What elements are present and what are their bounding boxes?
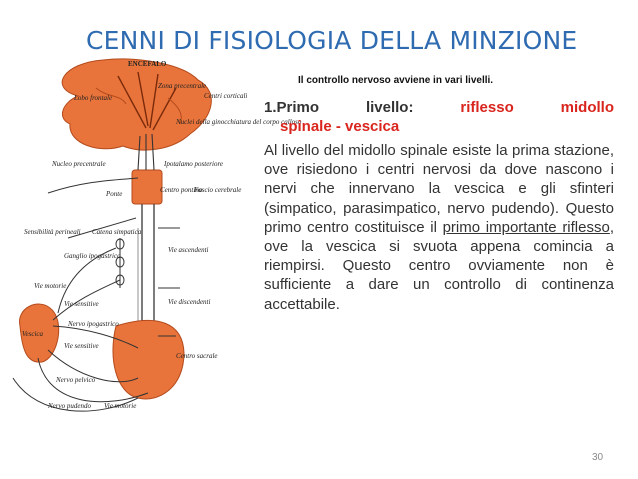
label-centro-pontino: Centro pontino	[160, 186, 203, 194]
level-red-1: riflesso	[460, 99, 514, 116]
label-vescica: Vescica	[22, 330, 43, 338]
label-nervo-pudendo: Nervo pudendo	[48, 402, 91, 410]
label-zona-precentrale: Zona precentrale	[158, 82, 207, 90]
label-nucleo-precentrale: Nucleo precentrale	[52, 160, 106, 168]
level-word: livello:	[365, 99, 414, 116]
label-ponte: Ponte	[106, 190, 123, 198]
brain-shape	[62, 59, 211, 150]
level-red-line2: spinale - vescica	[280, 118, 400, 135]
level-red-2: midollo	[560, 99, 614, 116]
body-text-2: , ove la vescica si svuota appena comincia a riempirsi. Questo centro ovviamente non è sufficiente a dare un controllo di continenza accettabile.	[264, 218, 614, 313]
sacral-center-shape	[113, 320, 184, 399]
label-vie-sensitive-2: Vie sensitive	[64, 342, 99, 350]
level-heading	[264, 98, 614, 136]
label-vie-discendenti: Vie discendenti	[168, 298, 211, 306]
body-underlined: primo importante riflesso	[442, 218, 610, 236]
level-number: 1.Primo	[264, 99, 320, 116]
label-ipotalamo: Ipotalamo posteriore	[164, 160, 224, 168]
label-lobo-frontale: Lobo frontale	[74, 94, 113, 102]
pons-shape	[132, 170, 162, 204]
label-nuclei: Nuclei della ginocchiatura del corpo calloso	[176, 118, 302, 126]
label-vie-motorie-2: Vie motorie	[104, 402, 137, 410]
slide-subtitle: Il controllo nervoso avviene in vari livelli.	[298, 75, 494, 86]
label-vie-sensitive: Vie sensitive	[64, 300, 99, 308]
label-encefalo: ENCEFALO	[128, 60, 167, 68]
label-vie-motorie: Vie motorie	[34, 282, 67, 290]
slide-title: CENNI DI FISIOLOGIA DELLA MINZIONE	[86, 26, 578, 55]
body-text-1: Al livello del midollo spinale esiste la prima stazione, ove risiedono i centri nervosi da dove nascono i nervi che innervano la vescica e gli sfinteri (simpatico, parasimpatico, nervo pudendo). Questo primo centro costituisce il	[264, 142, 614, 236]
label-centri-corticali: Centri corticali	[204, 92, 248, 100]
label-centro-sacrale: Centro sacrale	[176, 352, 218, 360]
body-paragraph	[264, 141, 614, 314]
label-fascio-cerebrale: Fascio cerebrale	[194, 186, 242, 194]
label-catena-simpatica: Catena simpatica	[92, 228, 142, 236]
label-sensibilita: Sensibilità perineali	[24, 228, 81, 236]
label-vie-ascendenti: Vie ascendenti	[168, 246, 209, 254]
page-number: 30	[592, 452, 604, 463]
label-ganglio: Ganglio ipogastrico	[64, 252, 121, 260]
label-nervo-ipogastrico: Nervo ipogastrico	[68, 320, 119, 328]
label-nervo-pelvico: Nervo pelvico	[56, 376, 96, 384]
